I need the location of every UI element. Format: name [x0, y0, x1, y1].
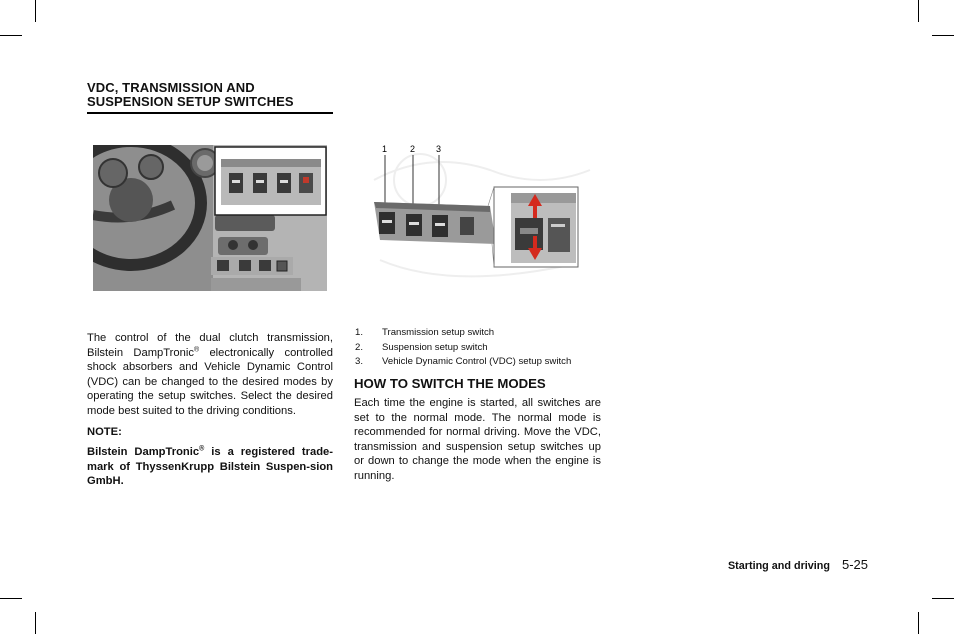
title-rule — [87, 112, 333, 114]
figure-legend — [355, 326, 615, 370]
how-to-paragraph: Each time the engine is started, all switches are set to the normal mode. The normal mode is recommended for normal driving. Move the VDC, transmission and suspension setup switches up or down to change the mode when the engine is running. — [354, 397, 601, 482]
note-label: NOTE: — [87, 425, 122, 438]
intro-text-block — [87, 331, 333, 489]
section-title — [87, 81, 333, 109]
how-to-heading: HOW TO SWITCH THE MODES — [354, 376, 546, 391]
legend-item: 1. Transmission setup switch — [355, 327, 495, 338]
crop-mark — [0, 35, 22, 36]
crop-mark — [932, 35, 954, 36]
callout-1: 1 — [382, 144, 388, 154]
chapter-name: Starting and driving — [727, 560, 830, 572]
page-number: 5-25 — [841, 557, 868, 572]
section-title-line2: SUSPENSION SETUP SWITCHES — [87, 94, 294, 109]
crop-mark — [918, 612, 919, 634]
crop-mark — [0, 598, 22, 599]
callout-2: 2 — [410, 144, 416, 154]
crop-mark — [35, 612, 36, 634]
callout-3: 3 — [436, 144, 442, 154]
crop-mark — [35, 0, 36, 22]
note-text: Bilstein DampTronic® is a registered trade-mark of ThyssenKrupp Bilstein Suspen-sion GmbH. — [87, 445, 333, 488]
legend-item: 3. Vehicle Dynamic Control (VDC) setup switch — [355, 356, 572, 368]
page-footer — [728, 557, 868, 572]
legend-item: 2. Suspension setup switch — [355, 341, 488, 353]
switch-panel-diagram — [370, 140, 602, 300]
crop-mark — [932, 598, 954, 599]
intro-paragraph: The control of the dual clutch transmission, Bilstein DampTronic® electronically controlled shock absorbers and Vehicle Dynamic Control (VDC) can be changed to the desired modes by operating the setup switches. Select the desired mode best suited to the driving conditions. — [87, 332, 333, 417]
dashboard-photo — [93, 145, 327, 291]
section-title-line1: VDC, TRANSMISSION AND — [87, 80, 255, 95]
crop-mark — [918, 0, 919, 22]
